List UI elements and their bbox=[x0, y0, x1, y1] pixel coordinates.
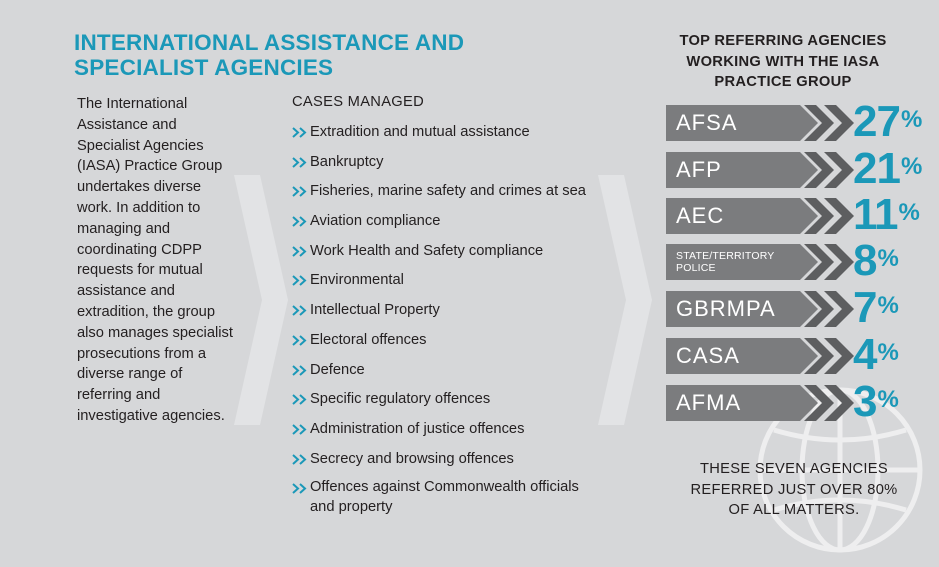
cases-list bbox=[292, 122, 632, 527]
case-label: Specific regulatory offences bbox=[310, 391, 491, 408]
footnote: THESE SEVEN AGENCIES REFERRED JUST OVER 80% OF ALL MATTERS. bbox=[690, 461, 898, 518]
double-chevron-icon bbox=[292, 216, 309, 227]
agencies-heading: TOP REFERRING AGENCIES WORKING WITH THE IASA PRACTICE GROUP bbox=[679, 33, 887, 90]
double-chevron-icon bbox=[292, 127, 309, 138]
list-item bbox=[292, 360, 632, 380]
cases-heading: CASES MANAGED bbox=[292, 94, 425, 110]
case-label: Work Health and Safety compliance bbox=[310, 242, 544, 259]
case-label: Aviation compliance bbox=[310, 213, 441, 230]
list-item bbox=[292, 122, 632, 142]
agency-name: CASA bbox=[666, 338, 788, 374]
double-chevron-icon bbox=[292, 335, 309, 346]
agency-percent: 7% bbox=[853, 283, 898, 332]
list-item bbox=[292, 270, 632, 290]
agency-row bbox=[666, 236, 936, 285]
agency-row bbox=[666, 190, 936, 239]
double-chevron-icon bbox=[292, 424, 309, 435]
double-chevron-icon bbox=[292, 305, 309, 316]
case-label: Defence bbox=[310, 361, 365, 378]
agency-row bbox=[666, 377, 936, 426]
double-chevron-icon bbox=[292, 275, 309, 286]
list-item bbox=[292, 300, 632, 320]
agency-name: GBRMPA bbox=[666, 291, 788, 327]
case-label: Bankruptcy bbox=[310, 153, 384, 170]
agency-percent: 11% bbox=[853, 190, 919, 239]
triple-chevron-icon bbox=[786, 385, 860, 421]
double-chevron-icon bbox=[292, 186, 309, 197]
triple-chevron-icon bbox=[786, 198, 860, 234]
agency-percent: 21% bbox=[853, 144, 922, 193]
agency-percent: 27% bbox=[853, 97, 922, 146]
agency-name: AFP bbox=[666, 152, 788, 188]
list-item bbox=[292, 330, 632, 350]
case-label: Intellectual Property bbox=[310, 302, 440, 319]
agency-name: STATE/TERRITORY POLICE bbox=[666, 244, 788, 280]
agency-name: AFMA bbox=[666, 385, 788, 421]
list-item bbox=[292, 181, 632, 201]
case-label: Environmental bbox=[310, 272, 404, 289]
double-chevron-icon bbox=[292, 454, 309, 465]
case-label: Extradition and mutual assistance bbox=[310, 124, 530, 140]
agency-name: AFSA bbox=[666, 105, 788, 141]
case-label: Secrecy and browsing offences bbox=[310, 450, 514, 467]
list-item bbox=[292, 478, 600, 517]
page-title: INTERNATIONAL ASSISTANCE AND SPECIALIST AGENCIES bbox=[74, 30, 465, 80]
double-chevron-icon bbox=[292, 246, 309, 257]
agency-row bbox=[666, 283, 936, 332]
case-label: Administration of justice offences bbox=[310, 420, 525, 437]
list-item bbox=[292, 449, 632, 469]
triple-chevron-icon bbox=[786, 152, 860, 188]
large-chevron-icon bbox=[228, 175, 290, 425]
case-label: Fisheries, marine safety and crimes at sea bbox=[310, 183, 586, 200]
agency-percent: 3% bbox=[853, 377, 898, 426]
list-item bbox=[292, 211, 632, 231]
case-label: Electoral offences bbox=[310, 331, 427, 348]
agency-percent: 4% bbox=[853, 330, 898, 379]
double-chevron-icon bbox=[292, 483, 309, 494]
intro-paragraph: The International Assistance and Specialist Agencies (IASA) Practice Group undertakes diverse work. In addition to managing and coordinating CDPP requests for mutual assistance and extradition, the group also manages specialist prosecutions from a diverse range of referring and investigative agencies. bbox=[77, 96, 233, 424]
list-item bbox=[292, 389, 632, 409]
list-item bbox=[292, 241, 632, 261]
case-label: Offences against Commonwealth officials and property bbox=[310, 479, 579, 515]
double-chevron-icon bbox=[292, 365, 309, 376]
triple-chevron-icon bbox=[786, 105, 860, 141]
agency-row bbox=[666, 144, 936, 193]
agency-row bbox=[666, 330, 936, 379]
list-item bbox=[292, 419, 632, 439]
triple-chevron-icon bbox=[786, 244, 860, 280]
agency-name: AEC bbox=[666, 198, 788, 234]
agency-row bbox=[666, 97, 936, 146]
double-chevron-icon bbox=[292, 394, 309, 405]
list-item bbox=[292, 152, 632, 172]
triple-chevron-icon bbox=[786, 291, 860, 327]
triple-chevron-icon bbox=[786, 338, 860, 374]
agency-percent: 8% bbox=[853, 236, 898, 285]
double-chevron-icon bbox=[292, 157, 309, 168]
